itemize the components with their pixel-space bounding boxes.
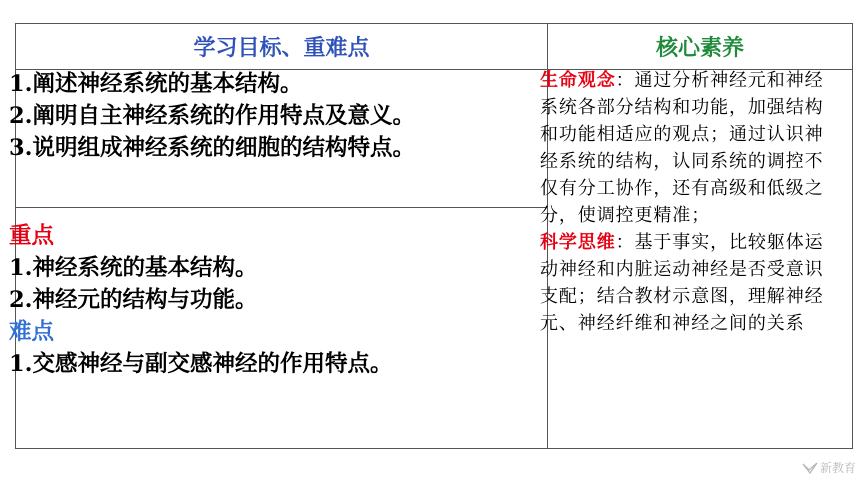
- header-core-literacy: 核心素养: [655, 35, 744, 61]
- scientific-thinking-text: ：基于事实，比较躯体运动神经和内脏运动神经是否受意识支配；结合教材示意图，理解神经元、神经纤维和神经之间的关系: [540, 232, 824, 334]
- key-point-item: 2.神经元的结构与功能。: [9, 287, 258, 313]
- difficult-point-title: 难点: [9, 319, 55, 345]
- watermark: [802, 459, 856, 476]
- core-literacy-text: [540, 67, 830, 337]
- life-concept-text: ：通过分析神经元和神经系统各部分结构和功能，加强结构和功能相适应的观点；通过认识神经系统的结构，认同系统的调控不仅有分工协作，还有高级和低级之分，使调控更精准；: [540, 70, 824, 226]
- goal-item: 2.阐明自主神经系统的作用特点及意义。: [9, 103, 415, 129]
- key-point-title: 重点: [9, 223, 55, 249]
- scientific-thinking-label: 科学思维: [540, 232, 616, 253]
- difficult-point-item: 1.交感神经与副交感神经的作用特点。: [9, 351, 393, 377]
- key-point-item: 1.神经系统的基本结构。: [9, 255, 258, 281]
- section-divider: [16, 207, 547, 208]
- learning-goals-list: [9, 68, 529, 164]
- key-difficult-points: [9, 220, 529, 380]
- watermark-text: 新教育: [819, 461, 856, 475]
- bird-logo-icon: [802, 462, 818, 474]
- goal-item: 3.说明组成神经系统的细胞的结构特点。: [9, 135, 415, 161]
- life-concept-label: 生命观念: [540, 70, 616, 91]
- header-learning-goals: 学习目标、重难点: [193, 35, 370, 61]
- goal-item: 1.阐述神经系统的基本结构。: [9, 71, 303, 97]
